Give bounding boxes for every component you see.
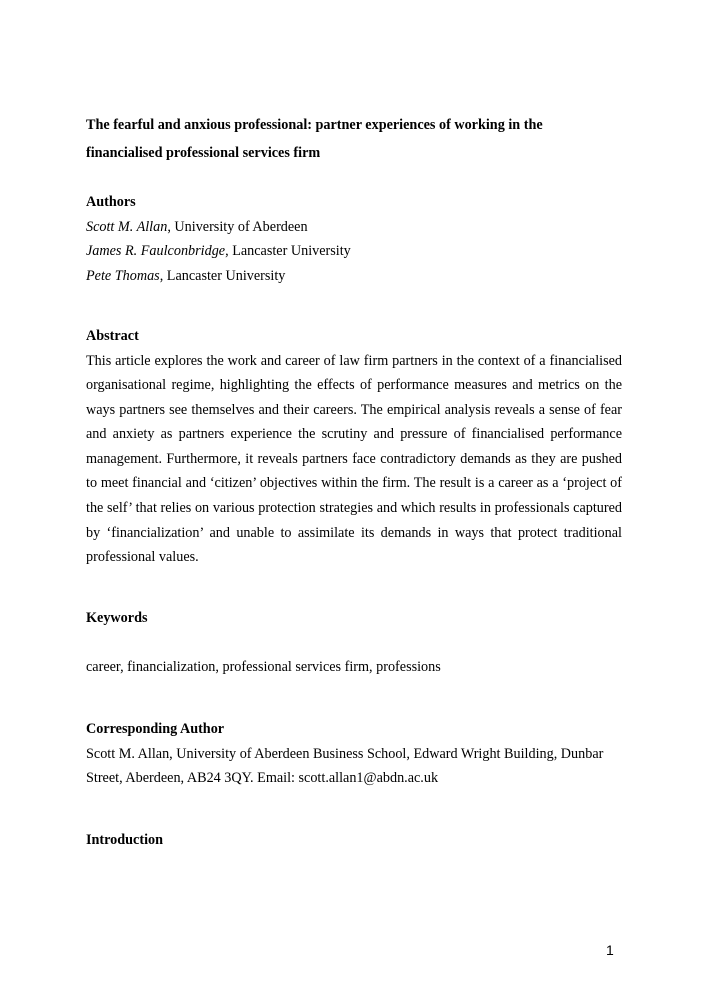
keywords-heading: Keywords (86, 610, 148, 626)
abstract-text: This article explores the work and career of law firm partners in the context of a financialised organisational regime, highlighting the effects of performance measures and metrics on the ways partners see themselves and their careers. The empirical analysis reveals a sense of fear and anxiety as partners experience the scrutiny and pressure of financialised performance management. Furthermore, it reveals partners face contradictory demands as they are pushed to meet financial and ‘citizen’ objectives within the firm. The result is a career as a ‘project of the self’ that relies on various protection strategies and which results in professionals captured by ‘financialization’ and unable to assimilate its demands in ways that protect traditional professional values. (86, 352, 622, 566)
authors-section (86, 190, 622, 288)
page-number: 1 (606, 942, 614, 958)
introduction-heading: Introduction (86, 832, 163, 848)
corresponding-author-section (86, 717, 622, 791)
abstract-section (86, 324, 622, 570)
corresponding-author-text: Scott M. Allan, University of Aberdeen Business School, Edward Wright Building, Dunbar Street, Aberdeen, AB24 3QY. Email: scott.allan1@abdn.ac.uk (86, 745, 604, 786)
author-line (86, 215, 622, 240)
introduction-section (86, 828, 622, 853)
author-affiliation: , University of Aberdeen (167, 218, 308, 235)
authors-heading: Authors (86, 194, 136, 210)
author-affiliation: , Lancaster University (159, 267, 286, 284)
abstract-heading: Abstract (86, 328, 139, 344)
keywords-section (86, 606, 622, 631)
author-name: Scott M. Allan (86, 218, 168, 235)
author-name: James R. Faulconbridge (86, 243, 226, 259)
corresponding-author-heading: Corresponding Author (86, 721, 225, 737)
author-affiliation: , Lancaster University (225, 243, 351, 259)
author-line (86, 264, 622, 289)
keywords-text: career, financialization, professional services firm, professions (86, 659, 441, 675)
paper-title: The fearful and anxious professional: partner experiences of working in the financialised professional services firm (86, 117, 543, 161)
author-line (86, 239, 622, 264)
author-name: Pete Thomas (86, 267, 160, 284)
